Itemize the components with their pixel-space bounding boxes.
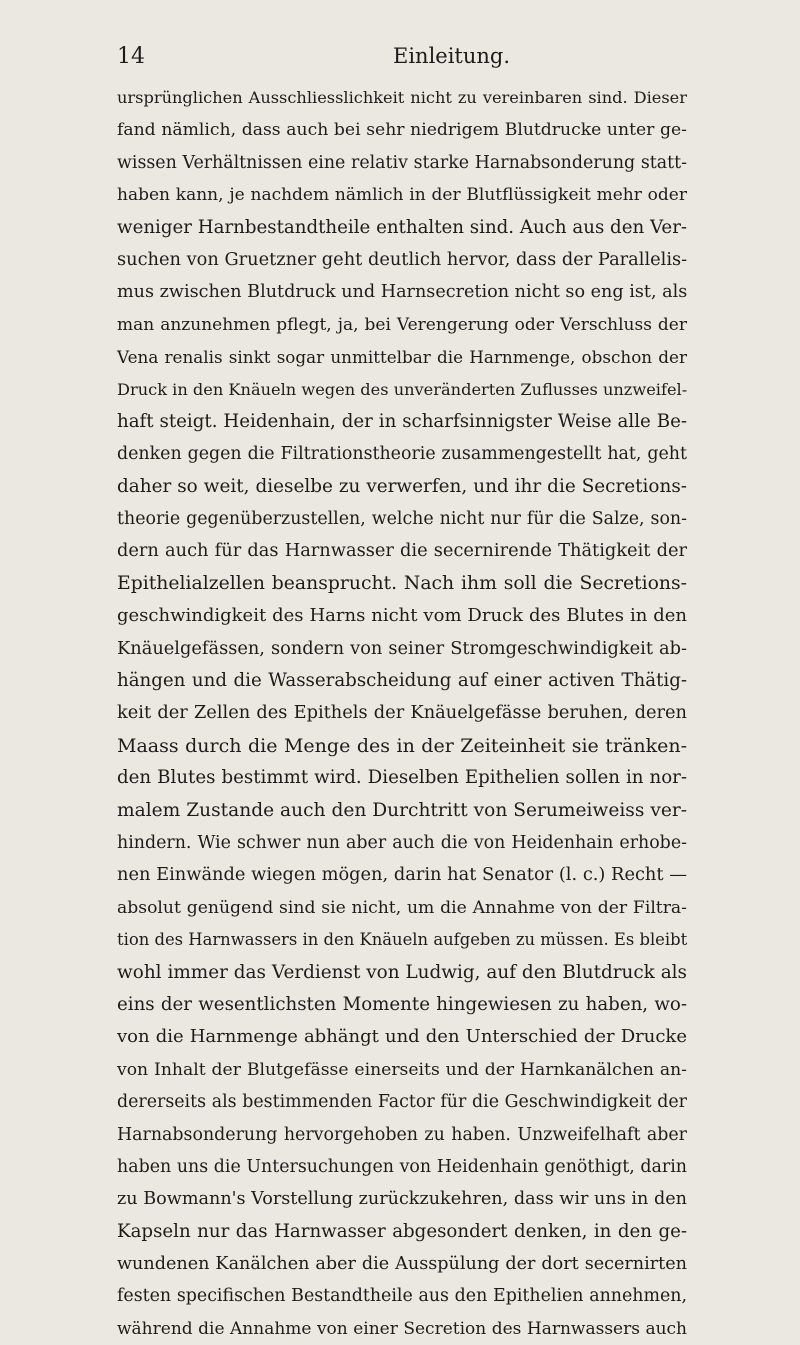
text-line: während die Annahme von einer Secretion des Harnwassers auch (117, 1318, 687, 1339)
text-line: Vena renalis sinkt sogar unmittelbar die Harnmenge, obschon der (117, 347, 687, 368)
text-line: von Inhalt der Blutgefässe einerseits und der Harnkanälchen an- (117, 1059, 687, 1080)
text-line: haft steigt. Heidenhain, der in scharfsinnigster Weise alle Be- (117, 410, 687, 432)
text-line: Harnabsonderung hervorgehoben zu haben. Unzweifelhaft aber (117, 1124, 687, 1145)
text-line: Maass durch die Menge des in der Zeiteinheit sie tränken- (117, 734, 687, 757)
text-line: wundenen Kanälchen aber die Ausspülung der dort secernirten (117, 1254, 687, 1275)
text-line: malem Zustande auch den Durchtritt von Serumeiweiss ver- (117, 799, 687, 821)
text-line: dererseits als bestimmenden Factor für die Geschwindigkeit der (117, 1092, 687, 1113)
text-line: tion des Harnwassers in den Knäueln aufgeben zu müssen. Es bleibt (117, 930, 688, 950)
text-line: dern auch für das Harnwasser die secernirende Thätigkeit der (117, 540, 687, 562)
text-line: Epithelialzellen beansprucht. Nach ihm soll die Secretions- (117, 572, 687, 594)
text-line: haben uns die Untersuchungen von Heidenhain genöthigt, darin (117, 1156, 687, 1177)
text-line: wissen Verhältnissen eine relativ starke Harnabsonderung statt- (117, 152, 687, 173)
page-header (0, 44, 800, 74)
text-line: keit der Zellen des Epithels der Knäuelgefässe beruhen, deren (117, 702, 687, 724)
text-line: wohl immer das Verdienst von Ludwig, auf den Blutdruck als (117, 961, 687, 983)
text-line: Druck in den Knäueln wegen des unveränderten Zuflusses unzweifel- (117, 379, 688, 399)
text-line: daher so weit, dieselbe zu verwerfen, und ihr die Secretions- (117, 475, 687, 497)
text-line: geschwindigkeit des Harns nicht vom Druck des Blutes in den (117, 605, 687, 627)
page-number: 14 (117, 44, 145, 69)
text-line: denken gegen die Filtrationstheorie zusammengestellt hat, geht (117, 444, 687, 465)
text-line: weniger Harnbestandtheile enthalten sind. Auch aus den Ver- (117, 216, 688, 238)
text-line: suchen von Gruetzner geht deutlich hervor, dass der Parallelis- (117, 248, 688, 270)
text-line: hängen und die Wasserabscheidung auf einer activen Thätig- (117, 670, 687, 692)
text-line: festen specifischen Bestandtheile aus den Epithelien annehmen, (117, 1286, 687, 1307)
text-line: hindern. Wie schwer nun aber auch die von Heidenhain erhobe- (117, 832, 687, 853)
running-head: Einleitung. (393, 44, 511, 68)
text-line: den Blutes bestimmt wird. Dieselben Epithelien sollen in nor- (117, 767, 687, 789)
text-line: von die Harnmenge abhängt und den Unterschied der Drucke (117, 1026, 687, 1048)
text-line: eins der wesentlichsten Momente hingewiesen zu haben, wo- (117, 993, 687, 1015)
text-line: mus zwischen Blutdruck und Harnsecretion nicht so eng ist, als (117, 282, 688, 303)
text-line: Knäuelgefässen, sondern von seiner Stromgeschwindigkeit ab- (117, 637, 687, 659)
text-line: ursprünglichen Ausschliesslichkeit nicht zu vereinbaren sind. Dieser (117, 88, 687, 107)
text-line: haben kann, je nachdem nämlich in der Blutflüssigkeit mehr oder (117, 185, 687, 206)
text-line: fand nämlich, dass auch bei sehr niedrigem Blutdrucke unter ge- (117, 120, 687, 141)
text-line: nen Einwände wiegen mögen, darin hat Senator (l. c.) Recht — (117, 864, 687, 886)
text-line: theorie gegenüberzustellen, welche nicht nur für die Salze, son- (117, 509, 687, 530)
text-line: zu Bowmann's Vorstellung zurückzukehren, dass wir uns in den (117, 1189, 687, 1210)
body-text (117, 82, 687, 1345)
text-line: Kapseln nur das Harnwasser abgesondert denken, in den ge- (117, 1220, 687, 1242)
text-line: man anzunehmen pflegt, ja, bei Verengerung oder Verschluss der (117, 314, 687, 335)
text-line: absolut genügend sind sie nicht, um die Annahme von der Filtra- (117, 897, 687, 918)
